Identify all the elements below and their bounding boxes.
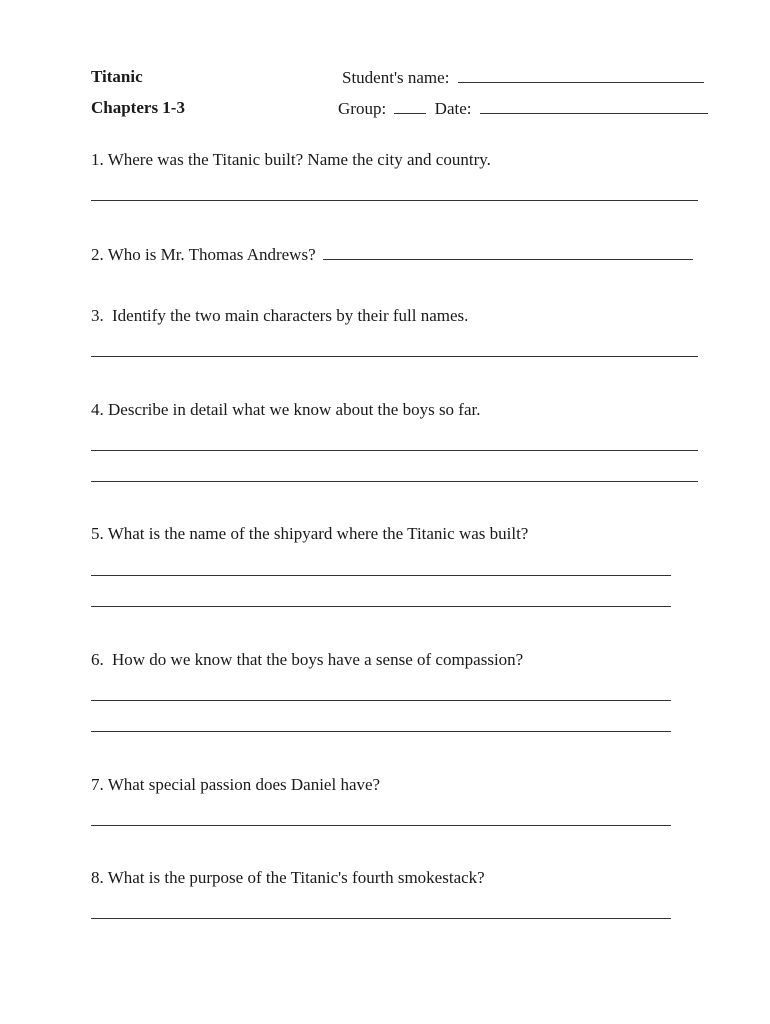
answer-line-7a[interactable] [91,825,671,826]
group-field[interactable] [394,98,426,114]
answer-line-2a[interactable] [323,244,693,260]
question-text: Identify the two main characters by their full names. [112,306,469,325]
date-label: Date: [434,99,472,118]
question-5 [91,524,528,544]
question-number: 6. [91,650,104,669]
question-text: What is the name of the shipyard where the Titanic was built? [107,524,529,543]
answer-line-4b[interactable] [91,481,698,482]
group-label: Group: [338,99,387,118]
answer-line-4a[interactable] [91,450,698,451]
question-8 [91,868,485,888]
question-text: Where was the Titanic built? Name the city and country. [107,150,491,169]
chapters-label: Chapters 1-3 [91,98,185,117]
question-number: 2. [91,245,104,264]
question-number: 5. [91,524,104,543]
student-name-field[interactable] [458,67,704,83]
question-text: Who is Mr. Thomas Andrews? [107,245,316,264]
question-4 [91,400,481,420]
answer-line-3a[interactable] [91,356,698,357]
answer-line-5a[interactable] [91,575,671,576]
question-number: 1. [91,150,104,169]
question-2 [91,244,693,265]
date-field[interactable] [480,98,708,114]
answer-line-6b[interactable] [91,731,671,732]
question-text: What is the purpose of the Titanic's fourth smokestack? [107,868,485,887]
question-text: Describe in detail what we know about the boys so far. [108,400,481,419]
answer-line-8a[interactable] [91,918,671,919]
worksheet-title: Titanic [91,67,143,86]
question-number: 3. [91,306,104,325]
question-6 [91,650,523,670]
question-1 [91,150,491,170]
question-number: 4. [91,400,104,419]
question-3 [91,306,468,326]
question-text: How do we know that the boys have a sense of compassion? [112,650,524,669]
group-date-row [338,98,708,119]
student-name-label: Student's name: [342,68,450,87]
question-number: 8. [91,868,104,887]
answer-line-6a[interactable] [91,700,671,701]
answer-line-1a[interactable] [91,200,698,201]
question-number: 7. [91,775,104,794]
student-name-row [342,67,704,88]
question-7 [91,775,380,795]
answer-line-5b[interactable] [91,606,671,607]
question-text: What special passion does Daniel have? [107,775,381,794]
